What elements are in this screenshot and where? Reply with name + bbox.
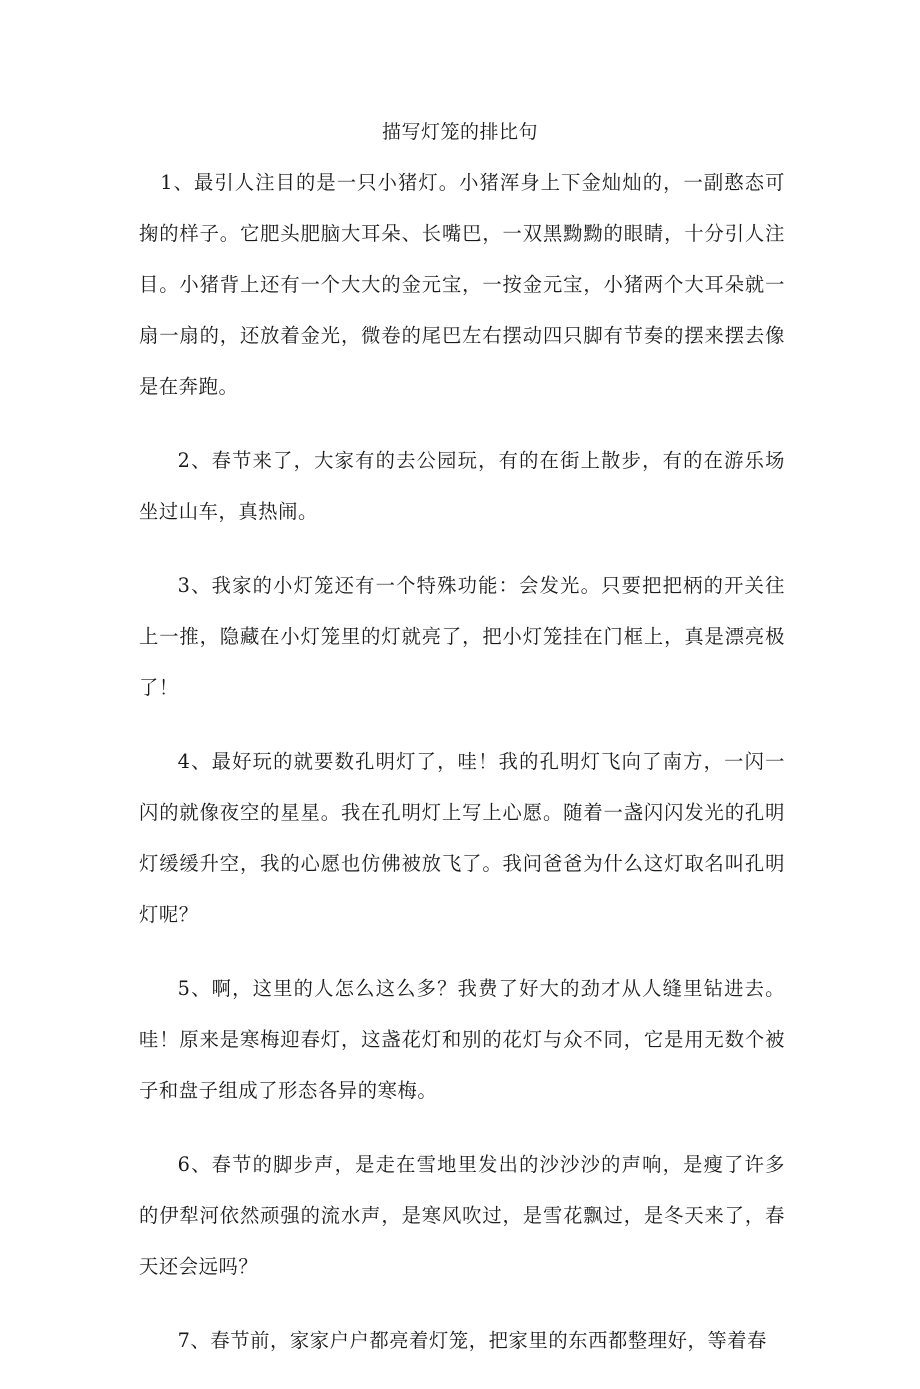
paragraph-2: 2、春节来了，大家有的去公园玩，有的在街上散步，有的在游乐场坐过山车，真热闹。 (139, 449, 785, 523)
paragraph-1: 1、最引人注目的是一只小猪灯。小猪浑身上下金灿灿的，一副憨态可掬的样子。它肥头肥脑大耳朵、长嘴巴，一双黑黝黝的眼睛，十分引人注目。小猪背上还有一个大大的金元宝，一按金元宝，小猪两个大耳朵就一扇一扇的，还放着金光，微卷的尾巴左右摆动四只脚有节奏的摆来摆去像是在奔跑。 (139, 171, 785, 398)
document-body (139, 157, 785, 1389)
paragraph-7: 7、春节前，家家户户都亮着灯笼，把家里的东西都整理好，等着春 (177, 1329, 768, 1352)
paragraph-6: 6、春节的脚步声，是走在雪地里发出的沙沙沙的声响，是瘦了许多的伊犁河依然顽强的流水声，是寒风吹过，是雪花飘过，是冬天来了，春天还会远吗？ (139, 1153, 785, 1278)
paragraph-3: 3、我家的小灯笼还有一个特殊功能：会发光。只要把把柄的开关往上一推，隐藏在小灯笼里的灯就亮了，把小灯笼挂在门框上，真是漂亮极了！ (139, 574, 785, 699)
document-title: 描写灯笼的排比句 (381, 121, 538, 143)
paragraph-5: 5、啊，这里的人怎么这么多？我费了好大的劲才从人缝里钻进去。哇！原来是寒梅迎春灯，这盏花灯和别的花灯与众不同，它是用无数个被子和盘子组成了形态各异的寒梅。 (139, 977, 785, 1102)
paragraph-4: 4、最好玩的就要数孔明灯了，哇！我的孔明灯飞向了南方，一闪一闪的就像夜空的星星。我在孔明灯上写上心愿。随着一盏闪闪发光的孔明灯缓缓升空，我的心愿也仿佛被放飞了。我问爸爸为什么这灯取名叫孔明灯呢？ (139, 750, 785, 926)
